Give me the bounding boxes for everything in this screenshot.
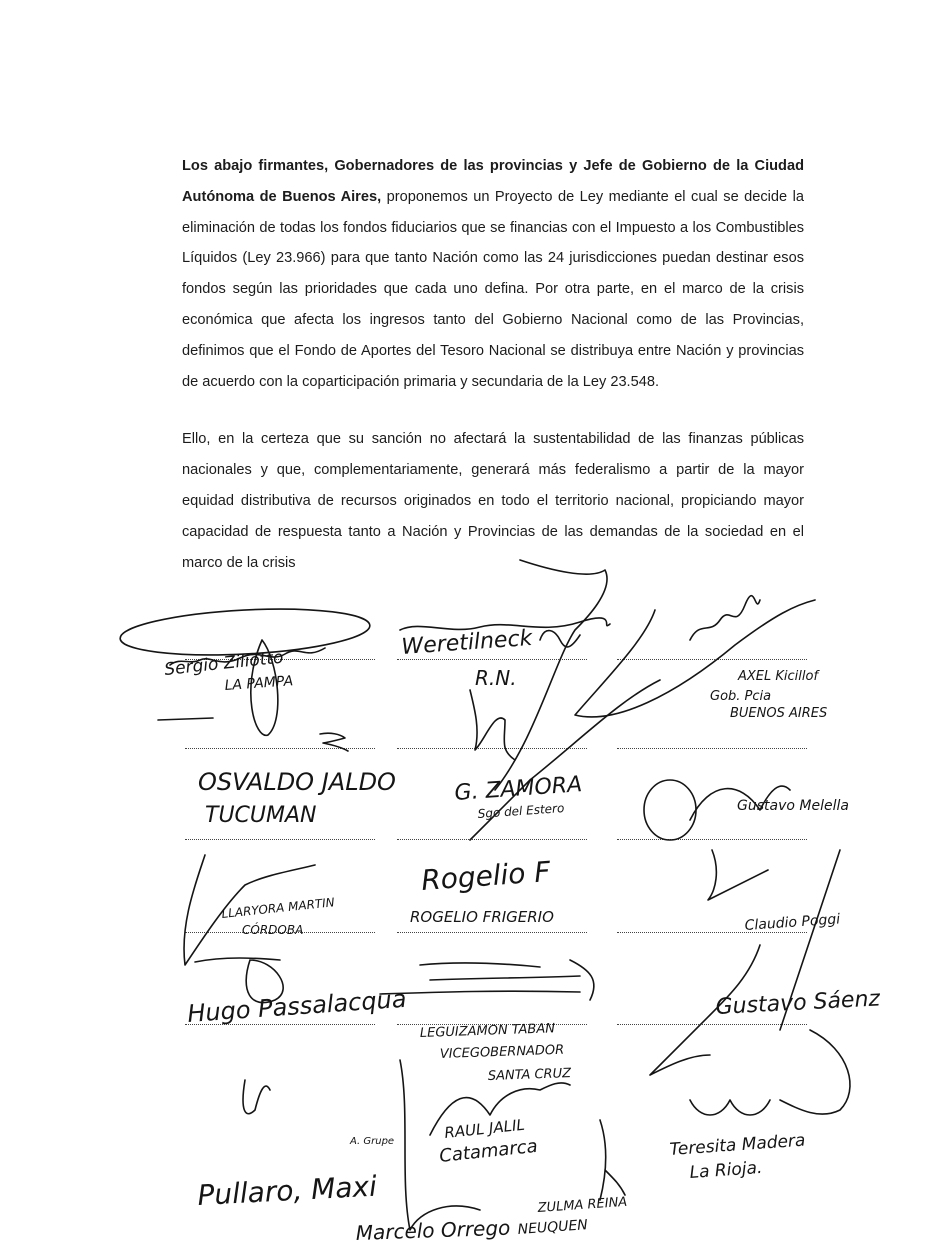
svg-text:Claudio Poggi: Claudio Poggi	[744, 911, 841, 934]
signature-leguizamon	[380, 960, 594, 1084]
signature-pullaro	[197, 1170, 378, 1212]
paragraph-2: Ello, en la certeza que su sanción no afectará la sustentabilidad de las finanzas públicas nacionales y que, complementariamente, generará más federalismo a partir de la mayor equidad distributiva de recursos originados en todo el territorio nacional, propiciando mayor capacidad de respuesta tanto a Nación y Provincias de las demandas de la sociedad en el marco de la crisis	[182, 431, 804, 571]
svg-text:Marcelo Orrego: Marcelo Orrego	[355, 1215, 511, 1245]
svg-text:A. Grupe: A. Grupe	[350, 1136, 395, 1147]
svg-text:LEGUIZAMON TABAN: LEGUIZAMON TABAN	[419, 1021, 556, 1041]
svg-text:Gob. Pcia: Gob. Pcia	[710, 689, 772, 704]
svg-text:LA PAMPA: LA PAMPA	[224, 673, 294, 694]
signature-jaldo	[158, 718, 396, 828]
svg-text:Catamarca: Catamarca	[438, 1135, 539, 1167]
paragraph-1-text: proponemos un Proyecto de Ley mediante el cual se decide la eliminación de todas los fondos fiduciarios que se financias con el Impuesto a los Combustibles Líquidos (Ley 23.966) para que tanto Nación como las 24 jurisdicciones puedan destinar esos fondos según las prioridades que cada uno defina. Por otra parte, en el marco de la crisis económica que afecta los ingresos tanto del Gobierno Nacional como de las Provincias, definimos que el Fondo de Aportes del Tesoro Nacional se distribuya entre Nación y provincias de acuerdo con la coparticipación primaria y secundaria de la Ley 23.548.	[182, 188, 804, 390]
svg-text:Sergio Ziliotto: Sergio Ziliotto	[163, 647, 285, 680]
svg-text:SANTA CRUZ: SANTA CRUZ	[487, 1066, 572, 1084]
svg-text:Hugo Passalacqua: Hugo Passalacqua	[186, 984, 408, 1028]
signature-saenz	[650, 945, 881, 1075]
svg-text:RAUL JALIL: RAUL JALIL	[443, 1115, 526, 1142]
signature-frigerio	[410, 855, 554, 926]
svg-text:R.N.: R.N.	[475, 666, 517, 690]
svg-text:OSVALDO JALDO: OSVALDO JALDO	[198, 768, 396, 796]
paragraph-1-bold-intro: Los abajo firmantes, Gobernadores de las provincias y Jefe de Gobierno de la Ciudad Autónoma de Buenos Aires,	[182, 158, 804, 205]
signature-weretilneck	[400, 618, 610, 690]
svg-text:ROGELIO FRIGERIO: ROGELIO FRIGERIO	[410, 908, 554, 926]
signature-passalacqua	[186, 958, 407, 1028]
signature-ziliotto	[119, 603, 371, 735]
svg-text:Sgo del Estero: Sgo del Estero	[477, 800, 565, 821]
signature-madera	[669, 1030, 850, 1183]
svg-text:Gustavo Melella: Gustavo Melella	[737, 798, 849, 814]
svg-text:AXEL Kicillof: AXEL Kicillof	[738, 669, 819, 684]
signature-zamora	[454, 560, 607, 821]
signature-reina	[536, 1120, 627, 1216]
svg-text:Gustavo Sáenz: Gustavo Sáenz	[715, 986, 881, 1020]
svg-text:CÓRDOBA: CÓRDOBA	[242, 923, 304, 937]
svg-text:BUENOS AIRES: BUENOS AIRES	[730, 706, 828, 721]
svg-text:La Rioja.: La Rioja.	[688, 1157, 763, 1183]
signature-melella	[644, 780, 849, 840]
signature-jalil	[243, 1080, 570, 1167]
signature-llaryora	[184, 855, 335, 965]
svg-text:Weretilneck: Weretilneck	[400, 625, 534, 660]
svg-text:TUCUMAN: TUCUMAN	[205, 803, 317, 828]
svg-text:Teresita Madera: Teresita Madera	[668, 1130, 807, 1160]
svg-text:Rogelio F: Rogelio F	[420, 855, 552, 897]
svg-text:LLARYORA MARTIN: LLARYORA MARTIN	[220, 895, 336, 921]
svg-text:Pullaro, Maxi: Pullaro, Maxi	[196, 1169, 378, 1212]
svg-text:NEUQUEN: NEUQUEN	[517, 1217, 589, 1238]
svg-text:ZULMA REINA: ZULMA REINA	[537, 1194, 628, 1216]
svg-text:G. ZAMORA: G. ZAMORA	[453, 772, 583, 806]
svg-text:VICEGOBERNADOR: VICEGOBERNADOR	[439, 1042, 565, 1062]
